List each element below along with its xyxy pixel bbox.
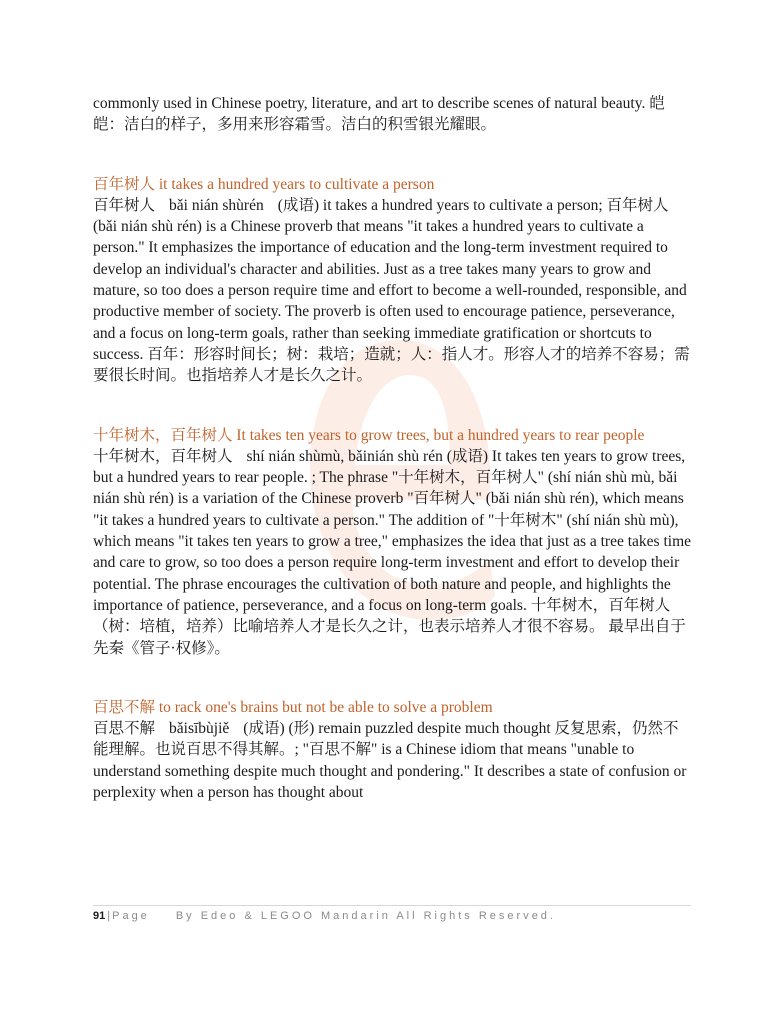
- entry-tag: (成语) (形): [243, 720, 315, 738]
- entry-tag: (成语): [277, 196, 320, 214]
- entry-tag: (成语): [446, 447, 489, 465]
- entry-pinyin: shí nián shùmù, bǎinián shù rén: [246, 447, 443, 465]
- entry-definition: remain puzzled despite much thought 反复思索，仍然不能理解。也说百思不得其解。; "百思不解" is a Chinese idiom that means "unable to understand something despite much thought and pondering." It describes a state of confusion or perplexity when a person has thought about: [93, 720, 687, 802]
- entry-definition: it takes a hundred years to cultivate a person; 百年树人 (bǎi nián shù rén) is a Chinese proverb that means "it takes a hundred years to cultivate a person." It emphasizes the importance of education and the long-term investment required to develop an individual's character and abilities. Just as a tree takes many years to grow and mature, so too does a person require time and effort to become a well-rounded, responsible, and productive member of society. The proverb is often used to encourage patience, perseverance, and a focus on long-term goals, rather than seeking immediate gratification or shortcuts to success. 百年：形容时间长；树：栽培；造就；人：指人才。形容人才的培养不容易；需要很长时间。也指培养人才是长久之计。: [93, 196, 690, 385]
- entry-term: 百年树人: [93, 196, 156, 214]
- page-footer: [93, 905, 691, 922]
- entry-definition: It takes ten years to grow trees, but a hundred years to rear people. ; The phrase "十年树木，百年树人" (shí nián shù mù, bǎi nián shù rén) is a variation of the Chinese proverb "百年树人" (bǎi nián shù rén), which means "it takes a hundred years to cultivate a person." The addition of "十年树木" (shí nián shù mù), which means "it takes ten years to grow a tree," emphasizes the idea that just as a tree takes time and care to grow, so too does a person require long-term investment and effort to develop their potential. The phrase encourages the cultivation of both nature and people, and highlights the importance of patience, perseverance, and a focus on long-term goals. 十年树木，百年树人（树：培植，培养）比喻培养人才是长久之计，也表示培养人才很不容易。 最早出自于先秦《管子·权修》。: [93, 447, 691, 657]
- intro-paragraph: commonly used in Chinese poetry, literature, and art to describe scenes of natural beauty. 皑皑：洁白的样子，多用来形容霜雪。洁白的积雪银光耀眼。: [93, 95, 665, 134]
- entry-heading: 百年树人 it takes a hundred years to cultivate a person: [93, 175, 435, 193]
- content-body: [93, 93, 693, 803]
- entry-baisi-bujie: [93, 697, 693, 803]
- entry-bainian-shuren: [93, 174, 693, 387]
- page-number: 91: [93, 910, 106, 922]
- entry-body: [93, 446, 693, 659]
- entry-term: 百思不解: [93, 720, 156, 738]
- entry-pinyin: bǎi nián shùrén: [169, 196, 264, 214]
- entry-heading: 百思不解 to rack one's brains but not be able to solve a problem: [93, 698, 493, 716]
- entry-term: 十年树木，百年树人: [93, 447, 233, 465]
- entry-shinian-shumu: [93, 425, 693, 659]
- entry-body: [93, 195, 693, 387]
- footer-separator: |: [107, 910, 111, 922]
- entry-heading: 十年树木，百年树人 It takes ten years to grow trees, but a hundred years to rear people: [93, 426, 645, 444]
- footer-credit: By Edeo & LEGOO Mandarin All Rights Reserved.: [175, 910, 556, 922]
- page-label: Page: [112, 910, 150, 922]
- entry-body: [93, 718, 693, 803]
- entry-pinyin: bǎisībùjiě: [169, 720, 230, 738]
